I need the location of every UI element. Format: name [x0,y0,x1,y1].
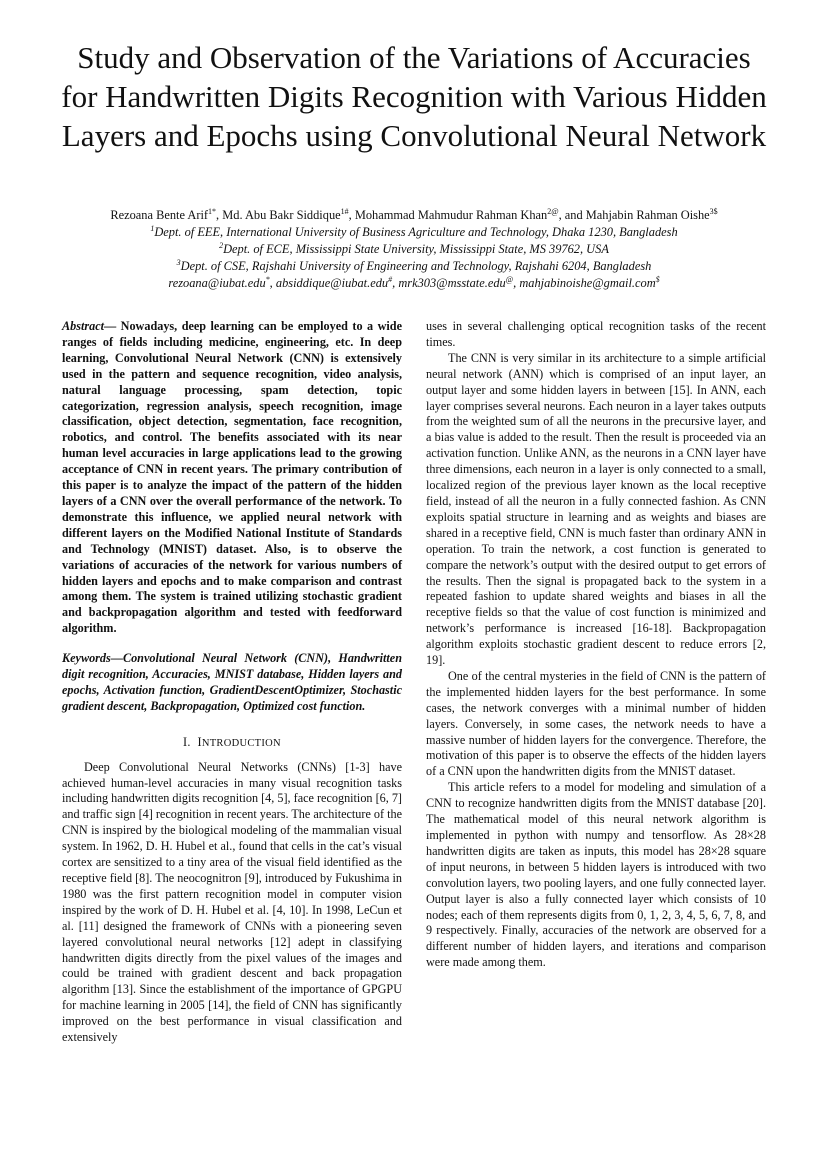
abstract-lead: Abstract [62,319,104,333]
email-link[interactable]: rezoana@iubat.edu [168,276,266,290]
body-paragraph: One of the central mysteries in the field of CNN is the pattern of the implemented hidden layers for the best performance. In some cases, the network converges with a minimal number of hidden layers. Conversely, in some cases, the network needs to have a massive number of hidden layers for the convergence. Therefore, the motivation of this paper is to observe the effects of the hidden layers of a CNN upon the handwritten digits from the MNIST dataset. [426,668,766,779]
email-line: rezoana@iubat.edu*, absiddique@iubat.edu#, mrk303@msstate.edu@, mahjabinoishe@gmail.com$ [168,274,660,290]
author-block [40,207,788,292]
author-name: Mohammad Mahmudur Rahman Khan [354,208,548,222]
body-paragraph: This article refers to a model for modeling and simulation of a CNN to recognize handwritten digits from the MNIST database [20]. The mathematical model of this neural network algorithm is implemented in python with numpy and tensorflow. As 28×28 handwritten digits are taken as inputs, this model has 28×28 square of input neurons, in between 5 hidden layers is introduced with two convolution layers, two pooling layers, and one fully connected layer. Output layer is also a fully connected layer which consists of 10 nodes; each of them represents digits from 0, 1, 2, 3, 4, 5, 6, 7, 8, and 9 respectively. Finally, accuracies of the network are observed for a different number of hidden layers, and iterations and comparison were made among them. [426,780,766,970]
email-link[interactable]: mahjabinoishe@gmail.com [519,276,656,290]
paper-title: Study and Observation of the Variations of Accuracies for Handwritten Digits Recognition with Various Hidden Layers and Epochs using Convolutional Neural Network [61,40,767,153]
author-name: Rezoana Bente Arif [110,208,209,222]
email-link[interactable]: absiddique@iubat.edu [275,276,389,290]
right-column [426,319,766,971]
author-marker: 1# [340,206,349,216]
author-marker: 1* [208,206,217,216]
section-heading-introduction: I. INTRODUCTION [183,734,281,749]
keywords: Keywords—Convolutional Neural Network (CNN), Handwritten digit recognition, Accuracies, MNIST database, Hidden layers and epochs, Activation function, GradientDescentOptimizer, Stochastic gradient descent, Backpropagation, Optimized cost function. [62,651,402,713]
affiliation-1: $^1$Dept. of EEE, International University of Business Agriculture and Technology, Dhaka 1230, Bangladesh [150,223,678,239]
left-column [62,319,402,1046]
author-name: Mahjabin Rahman Oishe [585,208,710,222]
abstract [62,319,402,637]
email-link[interactable]: mrk303@msstate.edu [398,276,506,290]
author-line: Rezoana Bente Arif$^{1*}$, Md. Abu Bakr Siddique$^{1\#}$, Mohammad Mahmudur Rahman Khan$^{2@}$, and Mahjabin Rahman Oishe$^{3\$}$ [110,206,718,222]
body-paragraph: Deep Convolutional Neural Networks (CNNs) [1-3] have achieved human-level accuracies in many visual recognition tasks including handwritten digits recognition [4, 5], face recognition [6, 7] and traffic sign [4] recognition in recent years. The architecture of the CNN is inspired by the biological modeling of the mammalian visual system. In 1962, D. H. Hubel et al., found that cells in the cat’s visual cortex are sensitized to a tiny area of the visual field identified as the receptive field [8]. The neocognitron [9], introduced by Fukushima in 1980 was the first pattern recognition model in computer vision inspired by the work of D. H. Hubel et al. [4, 10]. In 1998, LeCun et al. [11] designed the framework of CNNs with a pioneering seven layered convolutional neural networks [12] adept in classifying handwritten digits directly from the pixel values of the images and could be trained with gradient descent and back propagation algorithm [13]. Since the establishment of the importance of GPGPU for machine learning in 2005 [14], the field of CNN has significantly improved on the best performance in visual classification and extensively [62,759,402,1045]
affiliation-3: $^3$Dept. of CSE, Rajshahi University of Engineering and Technology, Rajshahi 6204, Bangladesh [176,257,652,273]
author-marker: 2@ [547,206,559,216]
body-paragraph: The CNN is very similar in its architecture to a simple artificial neural network (ANN) which is comprised of an input layer, an output layer and some hidden layers in between [15]. In ANN, each layer comprises several neurons. Each neuron in a layer takes outputs from the weighted sum of all the neurons in the precursive layer, and a bias value is added to the result. Then the result is proceeded via an activation function. Unlike ANN, as the neurons in a CNN layer have three dimensions, each neuron in a layer is only connected to a small, localized region of the previous layer known as the local receptive field, instead of all the neuron in a fully connected fashion. As CNN exploits spatial structure in learning and as weights and biases are shared in a receptive field, CNN is much faster than ordinary ANN in operation. To train the network, a cost function is generated to compare the network’s output with the desired output to get errors of the results. Then the signal is propagated back to the system in a repeated fashion to update shared weights and biases in all the receptive fields so that the value of cost function is minimized and network’s performance is increased [16-18]. Backpropagation algorithm exploits stochastic gradient descent to reduce errors [2, 19]. [426,350,766,668]
body-paragraph: uses in several challenging optical recognition tasks of the recent times. [426,319,766,349]
author-marker: 3$ [709,206,718,216]
author-name: Md. Abu Bakr Siddique [222,208,341,222]
abstract-text: — Nowadays, deep learning can be employed to a wide ranges of fields including medicine, engineering, etc. In deep learning, Convolutional Neural Network (CNN) is extensively used in the pattern and sequence recognition, video analysis, natural language processing, spam detection, topic categorization, regression analysis, speech recognition, image classification, object detection, segmentation, face recognition, robotics, and control. The benefits associated with its near human level accuracies in large applications lead to the growing acceptance of CNN in recent years. The primary contribution of this paper is to analyze the impact of the pattern of the hidden layers of a CNN over the overall performance of the network. To demonstrate this influence, we applied neural network with different layers on the Modified National Institute of Standards and Technology (MNIST) dataset. Also, is to observe the variations of accuracies of the network for various numbers of hidden layers and epochs and to make comparison and contrast among them. The system is trained utilizing stochastic gradient and backpropagation algorithm and tested with feedforward algorithm. [62,319,402,636]
affiliation-2: $^2$Dept. of ECE, Mississippi State University, Mississippi State, MS 39762, USA [219,240,609,256]
